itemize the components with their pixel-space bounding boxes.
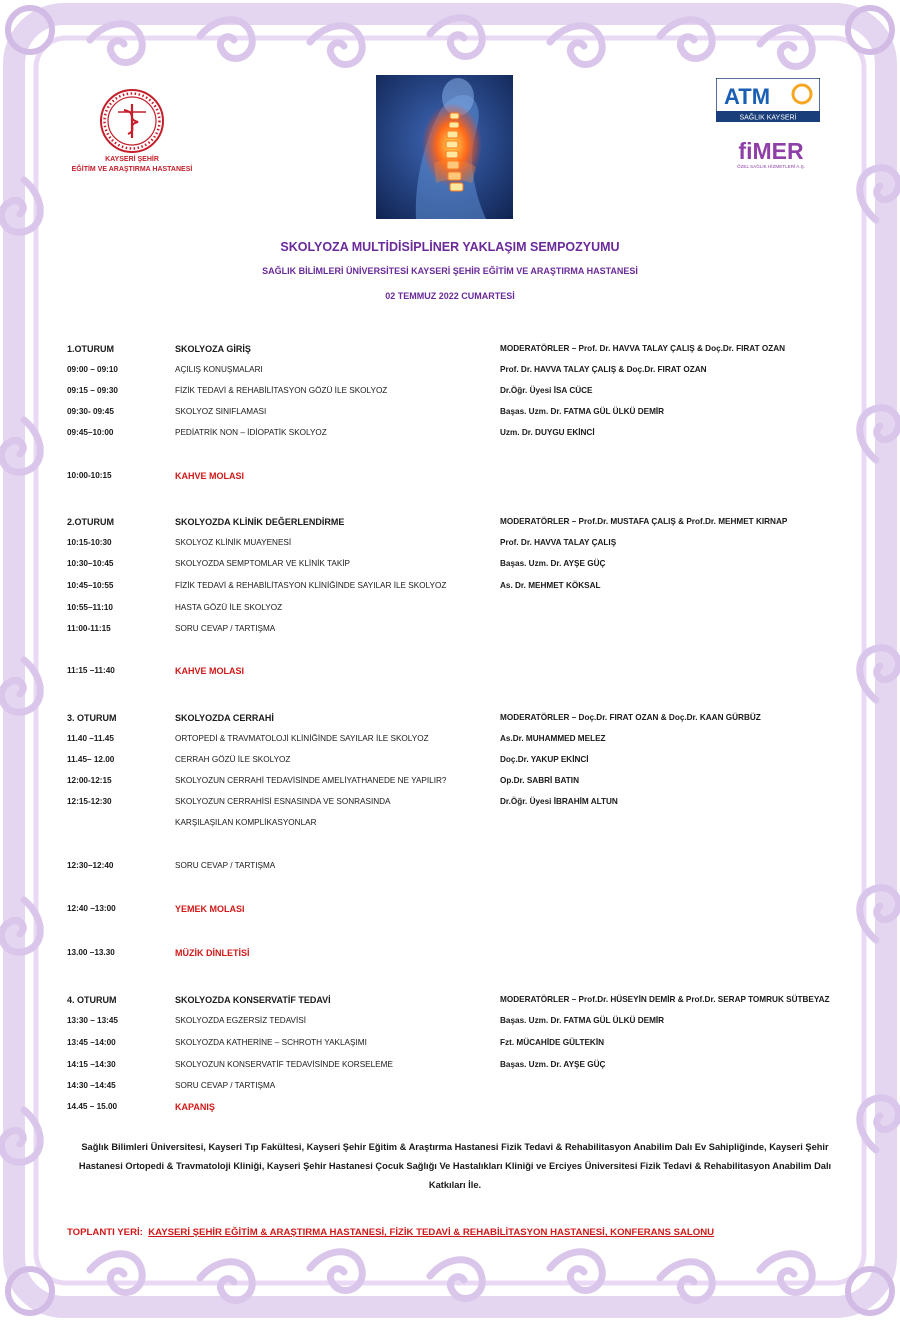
schedule-time: 10:30–10:45 [67,559,114,568]
schedule-row [0,795,900,809]
event-date: 02 TEMMUZ 2022 CUMARTESİ [385,291,515,301]
schedule-topic: FİZİK TEDAVİ & REHABİLİTASYON GÖZÜ İLE SKOLYOZ [175,386,388,395]
schedule-topic: KAHVE MOLASI [175,666,245,676]
venue-label: TOPLANTI YERİ: [67,1227,143,1238]
schedule-speaker: Dr.Öğr. Üyesi İBRAHİM ALTUN [500,797,618,806]
schedule-topic: KAPANIŞ [175,1102,215,1112]
session-header-row [0,515,900,529]
schedule-time: 14:30 –14:45 [67,1081,116,1090]
schedule-row [0,384,900,398]
schedule-time: 11.45– 12.00 [67,755,115,764]
break-row [0,902,900,916]
schedule-row [0,859,900,873]
schedule-time: 13:45 –14:00 [67,1038,116,1047]
schedule-row [0,1079,900,1093]
schedule-speaker: Başas. Uzm. Dr. AYŞE GÜÇ [500,559,606,568]
schedule-topic: SKOLYOZDA KONSERVATİF TEDAVİ [175,995,331,1005]
atm-logo [716,78,820,122]
fimer-text: fiMER [738,138,804,164]
schedule-topic: PEDİATRİK NON – İDİOPATİK SKOLYOZ [175,428,327,437]
schedule-speaker: MODERATÖRLER – Doç.Dr. FIRAT OZAN & Doç.Dr. KAAN GÜRBÜZ [500,713,761,722]
break-row [0,664,900,678]
schedule-speaker: Prof. Dr. HAVVA TALAY ÇALIŞ [500,538,617,547]
schedule-topic: SKOLYOZUN CERRAHİSİ ESNASINDA VE SONRASINDA [175,797,391,806]
schedule-topic: SKOLYOZDA SEMPTOMLAR VE KLİNİK TAKİP [175,559,351,568]
schedule-topic: SKOLYOZDA CERRAHİ [175,713,274,723]
schedule-topic: SORU CEVAP / TARTIŞMA [175,861,276,870]
schedule-row [0,405,900,419]
schedule-time: 10:55–11:10 [67,603,113,612]
schedule-speaker: Fzt. MÜCAHİDE GÜLTEKİN [500,1038,605,1047]
break-row [0,946,900,960]
break-row [0,1100,900,1114]
spine-image [376,75,513,219]
schedule-row [0,732,900,746]
break-row [0,469,900,483]
schedule-time: 2.OTURUM [67,517,114,527]
schedule-row [0,536,900,550]
venue-place: KAYSERİ ŞEHİR EĞİTİM & ARAŞTIRMA HASTANESİ, FİZİK TEDAVİ & REHABİLİTASYON HASTANESİ, KONFERANS SALONU [148,1227,715,1238]
event-subtitle: SAĞLIK BİLİMLERİ ÜNİVERSİTESİ KAYSERİ ŞEHİR EĞİTİM VE ARAŞTIRMA HASTANESİ [262,266,638,276]
schedule-topic: CERRAH GÖZÜ İLE SKOLYOZ [175,755,291,764]
schedule-time: 09:15 – 09:30 [67,386,118,395]
schedule-speaker: Doç.Dr. YAKUP EKİNCİ [500,755,589,764]
schedule-topic: SKOLYOZUN KONSERVATİF TEDAVİSİNDE KORSELEME [175,1060,393,1069]
schedule-row [0,774,900,788]
schedule-time: 12:15-12:30 [67,797,112,806]
schedule-time: 12:00-12:15 [67,776,112,785]
ministry-emblem-icon [98,88,166,154]
session-header-row [0,711,900,725]
schedule-topic: SKOLYOZDA KATHERİNE – SCHROTH YAKLAŞIMI [175,1038,367,1047]
atm-subtext: SAĞLIK KAYSERİ [739,114,797,122]
schedule-topic: MÜZİK DİNLETİSİ [175,948,250,958]
footer-note: Sağlık Bilimleri Üniversitesi, Kayseri Tıp Fakültesi, Kayseri Şehir Eğitim & Araştırma Hastanesi Fizik Tedavi & Rehabilitasyon Anabilim Dalı Ev Sahipliğinde, Kayseri Şehir Hastanesi Ortopedi & Travmatoloji Kliniği, Kayseri Şehir Hastanesi Çocuk Sağlığı Ve Hastalıkları Kliniği ve Erciyes Üniversitesi Fizik Tedavi & Rehabilitasyon Anabilim Dalı Katkıları İle. [78,1142,832,1190]
event-title: SKOLYOZA MULTİDİSİPLİNER YAKLAŞIM SEMPOZYUMU [280,240,620,254]
schedule-speaker: Başas. Uzm. Dr. FATMA GÜL ÜLKÜ DEMİR [500,407,665,416]
schedule-topic: FİZİK TEDAVİ & REHABİLİTASYON KLİNİĞİNDE SAYILAR İLE SKOLYOZ [175,581,447,590]
schedule-time: 12:30–12:40 [67,861,114,870]
fimer-logo [728,137,814,171]
schedule-speaker: Başas. Uzm. Dr. AYŞE GÜÇ [500,1060,606,1069]
schedule-topic: SKOLYOZ SINIFLAMASI [175,407,267,416]
schedule-time: 10:45–10:55 [67,581,114,590]
schedule-speaker: As.Dr. MUHAMMED MELEZ [500,734,606,743]
schedule-speaker: Başas. Uzm. Dr. FATMA GÜL ÜLKÜ DEMİR [500,1016,665,1025]
schedule-time: 13.00 –13.30 [67,948,115,957]
schedule-topic: AÇILIŞ KONUŞMALARI [175,365,263,374]
schedule-row [0,622,900,636]
schedule-topic: KARŞILAŞILAN KOMPLİKASYONLAR [175,818,317,827]
schedule-row [0,426,900,440]
schedule-speaker: As. Dr. MEHMET KÖKSAL [500,581,601,590]
schedule-topic: SORU CEVAP / TARTIŞMA [175,624,276,633]
schedule-time: 14:15 –14:30 [67,1060,116,1069]
schedule-speaker: Op.Dr. SABRİ BATIN [500,776,579,785]
session-header-row [0,342,900,356]
schedule-time: 12:40 –13:00 [67,904,116,913]
schedule-speaker: Dr.Öğr. Üyesi İSA CÜCE [500,386,593,395]
schedule-time: 13:30 – 13:45 [67,1016,118,1025]
schedule-time: 10:15-10:30 [67,538,112,547]
schedule-time: 09:45–10:00 [67,428,114,437]
schedule-speaker: MODERATÖRLER – Prof. Dr. HAVVA TALAY ÇALIŞ & Doç.Dr. FIRAT OZAN [500,344,786,353]
schedule-time: 4. OTURUM [67,995,117,1005]
hospital-logo [62,88,202,174]
schedule-topic: KAHVE MOLASI [175,471,245,481]
schedule-topic: SKOLYOZDA KLİNİK DEĞERLENDİRME [175,517,345,527]
schedule-time: 3. OTURUM [67,713,117,723]
schedule-topic: SORU CEVAP / TARTIŞMA [175,1081,276,1090]
schedule-time: 09:30- 09:45 [67,407,114,416]
schedule-time: 1.OTURUM [67,344,114,354]
venue [67,1227,714,1238]
fimer-subtext: ÖZEL SAĞLIK HİZMETLERİ A.Ş. [737,164,805,169]
schedule-time: 10:00-10:15 [67,471,112,480]
schedule-row [0,579,900,593]
hospital-caption-line2: EĞİTİM VE ARAŞTIRMA HASTANESİ [71,166,193,173]
schedule-time: 14.45 – 15.00 [67,1102,118,1111]
schedule-time: 09:00 – 09:10 [67,365,118,374]
session-header-row [0,993,900,1007]
schedule-topic: YEMEK MOLASI [175,904,245,914]
hospital-caption-line1: KAYSERİ ŞEHİR [105,156,159,163]
schedule-row [0,1014,900,1028]
schedule-speaker: MODERATÖRLER – Prof.Dr. MUSTAFA ÇALIŞ & Prof.Dr. MEHMET KIRNAP [500,517,788,526]
schedule-row [0,816,900,830]
schedule-topic: HASTA GÖZÜ İLE SKOLYOZ [175,603,283,612]
schedule-speaker: Uzm. Dr. DUYGU EKİNCİ [500,428,595,437]
schedule-row [0,1058,900,1072]
schedule-row [0,753,900,767]
schedule-topic: SKOLYOZA GİRİŞ [175,344,251,354]
schedule-topic: SKOLYOZ KLİNİK MUAYENESİ [175,538,292,547]
schedule-row [0,601,900,615]
schedule-row [0,1036,900,1050]
schedule-topic: ORTOPEDİ & TRAVMATOLOJİ KLİNİĞİNDE SAYILAR İLE SKOLYOZ [175,734,429,743]
schedule-time: 11:15 –11:40 [67,666,115,675]
atm-text: ATM [724,84,771,109]
schedule-time: 11.40 –11.45 [67,734,114,743]
schedule-speaker: MODERATÖRLER – Prof.Dr. HÜSEYİN DEMİR & Prof.Dr. SERAP TOMRUK SÜTBEYAZ [500,995,830,1004]
schedule-topic: SKOLYOZDA EGZERSİZ TEDAVİSİ [175,1016,307,1025]
schedule-time: 11:00-11:15 [67,624,111,633]
schedule-row [0,363,900,377]
schedule-speaker: Prof. Dr. HAVVA TALAY ÇALIŞ & Doç.Dr. FIRAT OZAN [500,365,707,374]
schedule-row [0,557,900,571]
schedule-topic: SKOLYOZUN CERRAHİ TEDAVİSİNDE AMELİYATHANEDE NE YAPILIR? [175,776,447,785]
